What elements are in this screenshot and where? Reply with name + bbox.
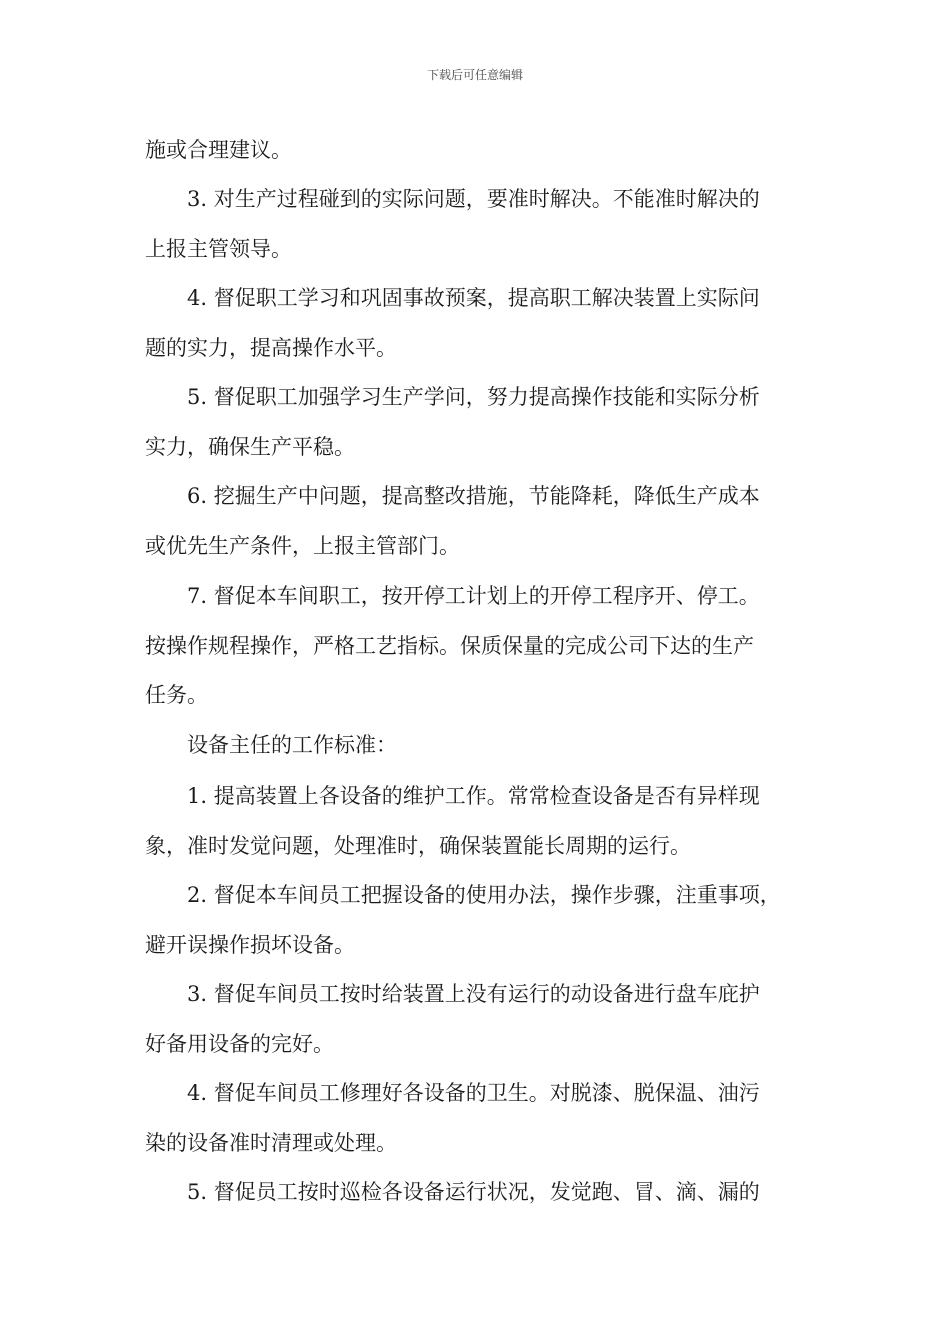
section-heading [145, 721, 810, 771]
text-line: 5. 督促职工加强学习生产学问，努力提高操作技能和实际分析 [187, 385, 760, 409]
text-line: 2. 督促本车间员工把握设备的使用办法，操作步骤，注重事项， [187, 883, 781, 907]
text-line: 施或合理建议。 [145, 138, 292, 162]
text-line: 7. 督促本车间职工，按开停工计划上的开停工程序开、停工。 [187, 584, 760, 608]
text-line: 任务。 [145, 683, 208, 707]
text-line: 实力，确保生产平稳。 [145, 434, 355, 459]
text-line: 4. 督促职工学习和巩固事故预案，提高职工解决装置上实际问 [187, 286, 760, 310]
text-line: 象，准时发觉问题，处理准时，确保装置能长周期的运行。 [145, 833, 691, 858]
text-line: 或优先生产条件，上报主管部门。 [145, 533, 460, 558]
page-header: 下载后可任意编辑 [426, 68, 523, 82]
paragraph-item-1 [145, 772, 810, 871]
text-line: 避开误操作损坏设备。 [145, 932, 355, 957]
paragraph-item-5 [145, 373, 810, 472]
paragraph-item-7 [145, 572, 810, 721]
paragraph-item-3 [145, 175, 810, 274]
text-line: 1. 提高装置上各设备的维护工作。常常检查设备是否有异样现 [187, 784, 760, 808]
text-line: 4. 督促车间员工修理好各设备的卫生。对脱漆、脱保温、油污 [187, 1081, 760, 1105]
text-line: 设备主任的工作标准： [187, 733, 397, 757]
text-line: 3. 督促车间员工按时给装置上没有运行的动设备进行盘车庇护 [187, 982, 760, 1006]
text-line: 5. 督促员工按时巡检各设备运行状况，发觉跑、冒、滴、漏的 [187, 1180, 760, 1204]
paragraph-item-6 [145, 472, 810, 571]
text-line: 上报主管领导。 [145, 236, 292, 261]
text-line: 6. 挖掘生产中问题，提高整改措施，节能降耗，降低生产成本 [187, 484, 760, 508]
paragraph-item-4b [145, 1069, 810, 1168]
text-line: 好备用设备的完好。 [145, 1031, 334, 1056]
paragraph [145, 126, 810, 176]
paragraph-item-2 [145, 871, 810, 970]
text-line: 题的实力，提高操作水平。 [145, 335, 397, 360]
text-line: 按操作规程操作，严格工艺指标。保质保量的完成公司下达的生产 [145, 633, 754, 658]
text-line: 3. 对生产过程碰到的实际问题，要准时解决。不能准时解决的 [187, 187, 760, 211]
paragraph-item-3b [145, 970, 810, 1069]
paragraph-item-4 [145, 274, 810, 373]
text-line: 染的设备准时清理或处理。 [145, 1130, 397, 1155]
paragraph-item-5b [145, 1168, 810, 1218]
